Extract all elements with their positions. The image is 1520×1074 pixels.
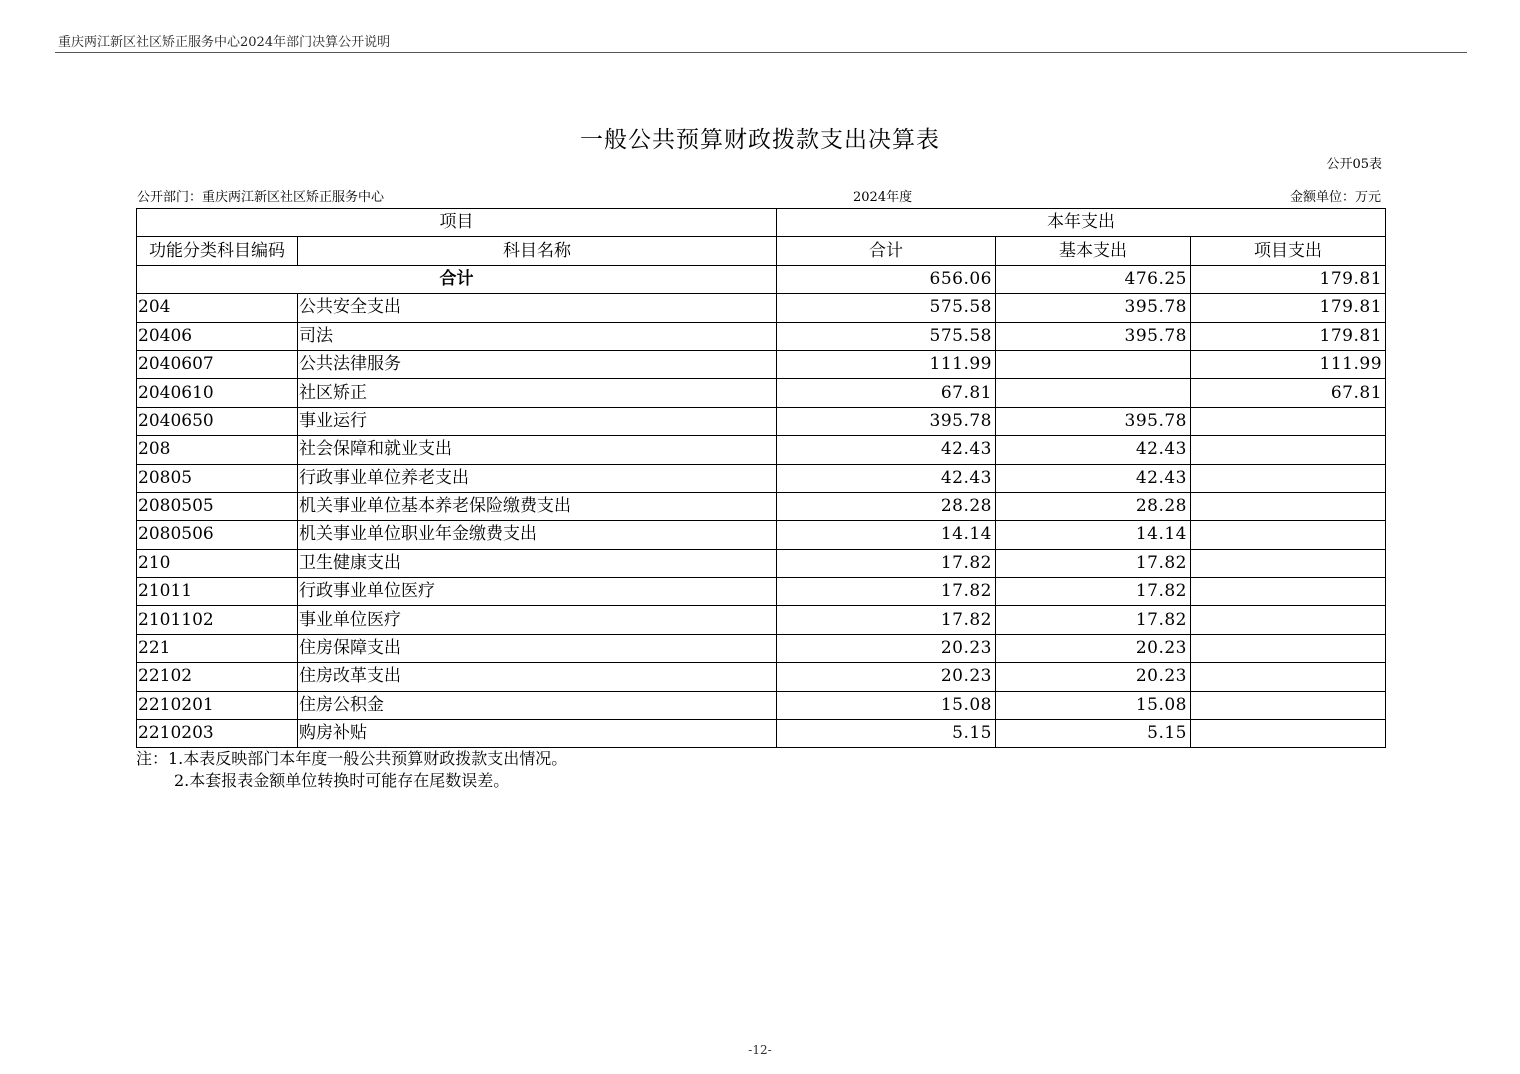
total-basic: 476.25 — [996, 265, 1191, 293]
row-project: 67.81 — [1191, 379, 1386, 407]
row-total: 15.08 — [777, 691, 996, 719]
table-row — [137, 492, 1386, 520]
row-basic: 15.08 — [996, 691, 1191, 719]
row-basic: 17.82 — [996, 578, 1191, 606]
row-name: 机关事业单位基本养老保险缴费支出 — [298, 492, 777, 520]
total-amount: 656.06 — [777, 265, 996, 293]
amount-unit: 金额单位：万元 — [1289, 190, 1381, 205]
row-code: 204 — [137, 294, 298, 322]
row-code: 2101102 — [137, 606, 298, 634]
header-current-year-group: 本年支出 — [777, 209, 1386, 237]
row-project — [1191, 492, 1386, 520]
row-project: 111.99 — [1191, 350, 1386, 378]
row-code: 210 — [137, 549, 298, 577]
table-row — [137, 379, 1386, 407]
row-project — [1191, 549, 1386, 577]
row-basic: 5.15 — [996, 720, 1191, 748]
row-total: 17.82 — [777, 606, 996, 634]
table-row — [137, 464, 1386, 492]
row-basic: 17.82 — [996, 606, 1191, 634]
row-code: 208 — [137, 436, 298, 464]
total-row — [137, 265, 1386, 293]
row-basic: 395.78 — [996, 294, 1191, 322]
row-code: 2210201 — [137, 691, 298, 719]
row-basic: 395.78 — [996, 407, 1191, 435]
table-row — [137, 634, 1386, 662]
row-total: 111.99 — [777, 350, 996, 378]
row-total: 575.58 — [777, 322, 996, 350]
notes — [136, 748, 567, 792]
row-total: 20.23 — [777, 634, 996, 662]
row-total: 67.81 — [777, 379, 996, 407]
row-name: 公共法律服务 — [298, 350, 777, 378]
meta-row — [137, 186, 1383, 206]
row-basic: 42.43 — [996, 464, 1191, 492]
department-label: 公开部门：重庆两江新区社区矫正服务中心 — [137, 190, 385, 205]
row-name: 事业单位医疗 — [298, 606, 777, 634]
header-rule — [55, 52, 1467, 53]
row-total: 42.43 — [777, 436, 996, 464]
row-code: 21011 — [137, 578, 298, 606]
row-name: 卫生健康支出 — [298, 549, 777, 577]
row-project: 179.81 — [1191, 294, 1386, 322]
row-basic: 20.23 — [996, 663, 1191, 691]
row-basic — [996, 379, 1191, 407]
row-project — [1191, 578, 1386, 606]
table-row — [137, 606, 1386, 634]
row-name: 住房保障支出 — [298, 634, 777, 662]
note-2: 2.本套报表金额单位转换时可能存在尾数误差。 — [174, 771, 510, 790]
row-basic: 28.28 — [996, 492, 1191, 520]
row-total: 42.43 — [777, 464, 996, 492]
row-code: 2080505 — [137, 492, 298, 520]
row-name: 行政事业单位养老支出 — [298, 464, 777, 492]
table-row — [137, 549, 1386, 577]
row-basic: 14.14 — [996, 521, 1191, 549]
col-header-project: 项目支出 — [1191, 237, 1386, 265]
row-name: 司法 — [298, 322, 777, 350]
table-row — [137, 578, 1386, 606]
page-number: -12- — [748, 1043, 772, 1057]
row-code: 2040610 — [137, 379, 298, 407]
running-header: 重庆两江新区社区矫正服务中心2024年部门决算公开说明 — [58, 35, 391, 50]
row-project — [1191, 634, 1386, 662]
row-name: 行政事业单位医疗 — [298, 578, 777, 606]
form-number: 公开05表 — [1326, 157, 1382, 172]
row-total: 28.28 — [777, 492, 996, 520]
row-project — [1191, 663, 1386, 691]
row-code: 20805 — [137, 464, 298, 492]
header-group-row — [137, 209, 1386, 237]
row-name: 住房公积金 — [298, 691, 777, 719]
row-basic — [996, 350, 1191, 378]
table-row — [137, 691, 1386, 719]
row-total: 395.78 — [777, 407, 996, 435]
table-row — [137, 407, 1386, 435]
col-header-name: 科目名称 — [298, 237, 777, 265]
fiscal-year: 2024年度 — [853, 190, 913, 205]
col-header-code: 功能分类科目编码 — [137, 237, 298, 265]
row-code: 20406 — [137, 322, 298, 350]
row-project — [1191, 436, 1386, 464]
note-1: 注：1.本表反映部门本年度一般公共预算财政拨款支出情况。 — [136, 749, 568, 768]
row-basic: 42.43 — [996, 436, 1191, 464]
expenditure-table — [136, 208, 1386, 748]
row-total: 5.15 — [777, 720, 996, 748]
row-name: 公共安全支出 — [298, 294, 777, 322]
table-row — [137, 350, 1386, 378]
row-total: 14.14 — [777, 521, 996, 549]
table-row — [137, 521, 1386, 549]
row-name: 社会保障和就业支出 — [298, 436, 777, 464]
header-project-group: 项目 — [137, 209, 777, 237]
row-total: 20.23 — [777, 663, 996, 691]
header-column-row — [137, 237, 1386, 265]
row-name: 住房改革支出 — [298, 663, 777, 691]
row-basic: 17.82 — [996, 549, 1191, 577]
row-project — [1191, 606, 1386, 634]
row-code: 2040650 — [137, 407, 298, 435]
row-project — [1191, 464, 1386, 492]
row-name: 事业运行 — [298, 407, 777, 435]
total-label: 合计 — [137, 265, 777, 293]
row-basic: 395.78 — [996, 322, 1191, 350]
table-row — [137, 294, 1386, 322]
row-code: 2080506 — [137, 521, 298, 549]
row-project — [1191, 691, 1386, 719]
table-row — [137, 436, 1386, 464]
col-header-total: 合计 — [777, 237, 996, 265]
row-total: 17.82 — [777, 578, 996, 606]
row-total: 17.82 — [777, 549, 996, 577]
table-row — [137, 720, 1386, 748]
row-code: 2210203 — [137, 720, 298, 748]
row-name: 购房补贴 — [298, 720, 777, 748]
total-project: 179.81 — [1191, 265, 1386, 293]
row-basic: 20.23 — [996, 634, 1191, 662]
row-project — [1191, 720, 1386, 748]
table-row — [137, 322, 1386, 350]
row-code: 22102 — [137, 663, 298, 691]
row-name: 社区矫正 — [298, 379, 777, 407]
row-code: 2040607 — [137, 350, 298, 378]
table-row — [137, 663, 1386, 691]
row-project — [1191, 521, 1386, 549]
row-name: 机关事业单位职业年金缴费支出 — [298, 521, 777, 549]
col-header-basic: 基本支出 — [996, 237, 1191, 265]
row-total: 575.58 — [777, 294, 996, 322]
row-code: 221 — [137, 634, 298, 662]
page-title: 一般公共预算财政拨款支出决算表 — [580, 127, 940, 153]
row-project: 179.81 — [1191, 322, 1386, 350]
row-project — [1191, 407, 1386, 435]
